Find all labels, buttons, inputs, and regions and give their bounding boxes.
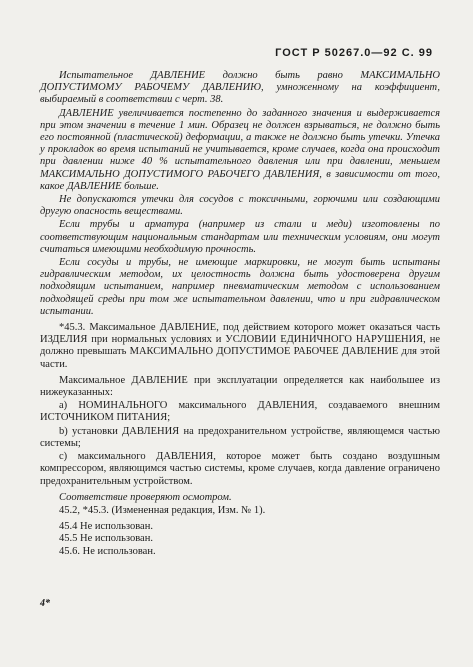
paragraph-45-3: *45.3. Максимальное ДАВЛЕНИЕ, под действием которого может оказаться часть ИЗДЕЛИЯ при нормальных условиях и УСЛОВИИ ЕДИНИЧНОГО НАРУШЕНИЯ, не должно превышать МАКСИМАЛЬНО ДОПУСТИМОЕ РАБОЧЕЕ ДАВЛЕНИЕ для этой части.: [40, 322, 440, 370]
list-item: 45.4 Не использован.: [59, 521, 153, 533]
paragraph-vessels: Если сосуды и трубы, не имеющие маркировки, не могут быть испытаны гидравлическим методом, их целостность должна быть удостоверена другим подходящим испытанием, например пневматическим методом с использованием подходящей среды при том же испытательном давлении, что и при гидравлическом испытании.: [40, 257, 440, 317]
paragraph-pipes: Если трубы и арматура (например из стали и меди) изготовлены по соответствующим национальным стандартам или техническим условиям, они могут считаться имеющими необходимую прочность.: [40, 219, 440, 255]
paragraph-test-pressure: Испытательное ДАВЛЕНИЕ должно быть равно МАКСИМАЛЬНО ДОПУСТИМОМУ РАБОЧЕМУ ДАВЛЕНИЮ, умноженному на коэффициент, выбираемый в соответствии с черт. 38.: [40, 70, 440, 106]
list-item-b: b) установки ДАВЛЕНИЯ на предохранительном устройстве, являющемся частью системы;: [40, 425, 440, 449]
paragraph-no-leaks: Не допускаются утечки для сосудов с токсичными, горючими или создающими другую опасность веществами.: [40, 194, 440, 218]
list-item: 45.5 Не использован.: [59, 533, 153, 545]
paragraph-compliance: Соответствие проверяют осмотром.: [59, 491, 232, 503]
list-item-a: а) НОМИНАЛЬНОГО максимального ДАВЛЕНИЯ, создаваемого внешним ИСТОЧНИКОМ ПИТАНИЯ;: [40, 400, 440, 424]
list-item-c: с) максимального ДАВЛЕНИЯ, которое может быть создано воздушным компрессором, являющимся частью системы, кроме случаев, когда давление ограничено предохранительным устройством.: [40, 451, 440, 487]
page-footer-mark: 4*: [40, 598, 50, 609]
page-header: ГОСТ Р 50267.0—92 С. 99: [275, 47, 433, 59]
document-body: [40, 70, 440, 559]
paragraph-pressure-increase: ДАВЛЕНИЕ увеличивается постепенно до заданного значения и выдерживается при этом значении в течение 1 мин. Образец не должен взрываться, не должно быть его постоянной (пластической) деформации, а также не должно быть утечки. Утечка у прокладок во время испытаний не учитывается, кроме случаев, когда она происходит при давлении ниже 40 % испытательного давления или при давлении, меньшем МАКСИМАЛЬНО ДОПУСТИМОГО РАБОЧЕГО ДАВЛЕНИЯ, в зависимости от того, какое ДАВЛЕНИЕ больше.: [40, 107, 440, 192]
list-item: 45.6. Не использован.: [59, 545, 156, 557]
paragraph-amendment: 45.2, *45.3. (Измененная редакция, Изм. № 1).: [59, 504, 266, 516]
unused-items-list: [40, 521, 440, 558]
paragraph-max-pressure: Максимальное ДАВЛЕНИЕ при эксплуатации определяется как наибольшее из нижеуказанных:: [40, 374, 440, 399]
